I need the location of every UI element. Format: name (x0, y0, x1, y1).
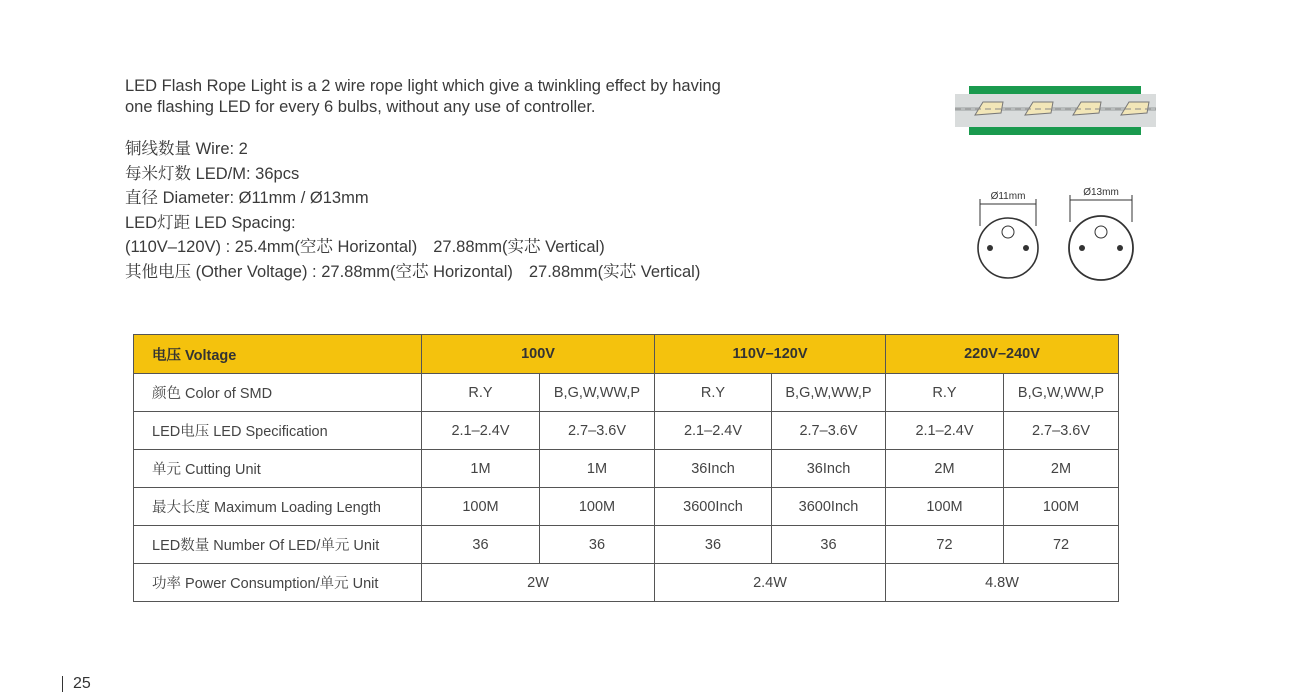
spacing-110v-horizontal: (110V–120V) : 25.4mm(空芯 Horizontal) (125, 238, 418, 257)
spec-spacing-other (125, 260, 845, 285)
table-cell: 36 (422, 526, 540, 564)
table-cell: 100M (886, 488, 1004, 526)
rope-top-stripe (969, 86, 1141, 94)
diameter-cross-sections (970, 180, 1150, 285)
header-100v: 100V (422, 335, 655, 374)
spec-table (133, 334, 1119, 602)
power-100v: 2W (422, 564, 655, 602)
table-row (134, 374, 1119, 412)
description-line-1: LED Flash Rope Light is a 2 wire rope light which give a twinkling effect by having (125, 77, 721, 95)
table-header-row (134, 335, 1119, 374)
spacing-other-horizontal: 其他电压 (Other Voltage) : 27.88mm(空芯 Horizontal) (125, 262, 513, 281)
product-description (125, 76, 825, 118)
row-label: 最大长度 Maximum Loading Length (134, 488, 422, 526)
power-220v: 4.8W (886, 564, 1119, 602)
spacing-110v-vertical: 27.88mm(实芯 Vertical) (433, 238, 605, 257)
page-number: 25 (62, 676, 91, 692)
table-cell: 3600Inch (772, 488, 886, 526)
rope-light-illustration (955, 83, 1160, 141)
header-220v: 220V–240V (886, 335, 1119, 374)
table-cell: 100M (422, 488, 540, 526)
table-cell: 2.7–3.6V (1004, 412, 1119, 450)
table-cell: 2M (886, 450, 1004, 488)
table-cell: 100M (540, 488, 655, 526)
table-cell: 2.1–2.4V (886, 412, 1004, 450)
rope-bottom-stripe (969, 127, 1141, 135)
table-cell: 36Inch (772, 450, 886, 488)
table-cell: B,G,W,WW,P (540, 374, 655, 412)
spec-spacing-110v (125, 235, 845, 260)
table-cell: B,G,W,WW,P (772, 374, 886, 412)
table-cell: 72 (886, 526, 1004, 564)
table-cell: 1M (540, 450, 655, 488)
table-cell: 1M (422, 450, 540, 488)
table-cell: 2.1–2.4V (655, 412, 772, 450)
row-label: LED数量 Number Of LED/单元 Unit (134, 526, 422, 564)
d11-label: Ø11mm (990, 191, 1026, 202)
table-cell: 3600Inch (655, 488, 772, 526)
table-cell: R.Y (422, 374, 540, 412)
table-cell: 36 (772, 526, 886, 564)
spec-led-per-meter: 每米灯数 LED/M: 36pcs (125, 164, 300, 183)
table-cell: 72 (1004, 526, 1119, 564)
d13-label: Ø13mm (1083, 187, 1119, 198)
table-cell: 2.1–2.4V (422, 412, 540, 450)
description-line-2: one flashing LED for every 6 bulbs, without any use of controller. (125, 98, 596, 116)
table-row (134, 526, 1119, 564)
table-cell: B,G,W,WW,P (1004, 374, 1119, 412)
table-cell: 36Inch (655, 450, 772, 488)
header-110v: 110V–120V (655, 335, 886, 374)
row-label: LED电压 LED Specification (134, 412, 422, 450)
spec-spacing-title: LED灯距 LED Spacing: (125, 213, 296, 232)
spacing-other-vertical: 27.88mm(实芯 Vertical) (528, 262, 701, 281)
table-cell: 36 (540, 526, 655, 564)
row-label: 功率 Power Consumption/单元 Unit (134, 564, 422, 602)
table-cell: R.Y (886, 374, 1004, 412)
table-cell: 2.7–3.6V (540, 412, 655, 450)
table-cell: 100M (1004, 488, 1119, 526)
table-row (134, 450, 1119, 488)
table-cell: 2M (1004, 450, 1119, 488)
table-row (134, 488, 1119, 526)
table-row (134, 412, 1119, 450)
row-label: 颜色 Color of SMD (134, 374, 422, 412)
table-row-power (134, 564, 1119, 602)
table-cell: 2.7–3.6V (772, 412, 886, 450)
power-110v: 2.4W (655, 564, 886, 602)
spec-list (125, 137, 845, 285)
spec-diameter: 直径 Diameter: Ø11mm / Ø13mm (125, 189, 369, 208)
table-cell: 36 (655, 526, 772, 564)
header-voltage: 电压 Voltage (134, 335, 422, 374)
row-label: 单元 Cutting Unit (134, 450, 422, 488)
table-cell: R.Y (655, 374, 772, 412)
spec-wire: 铜线数量 Wire: 2 (125, 140, 248, 158)
